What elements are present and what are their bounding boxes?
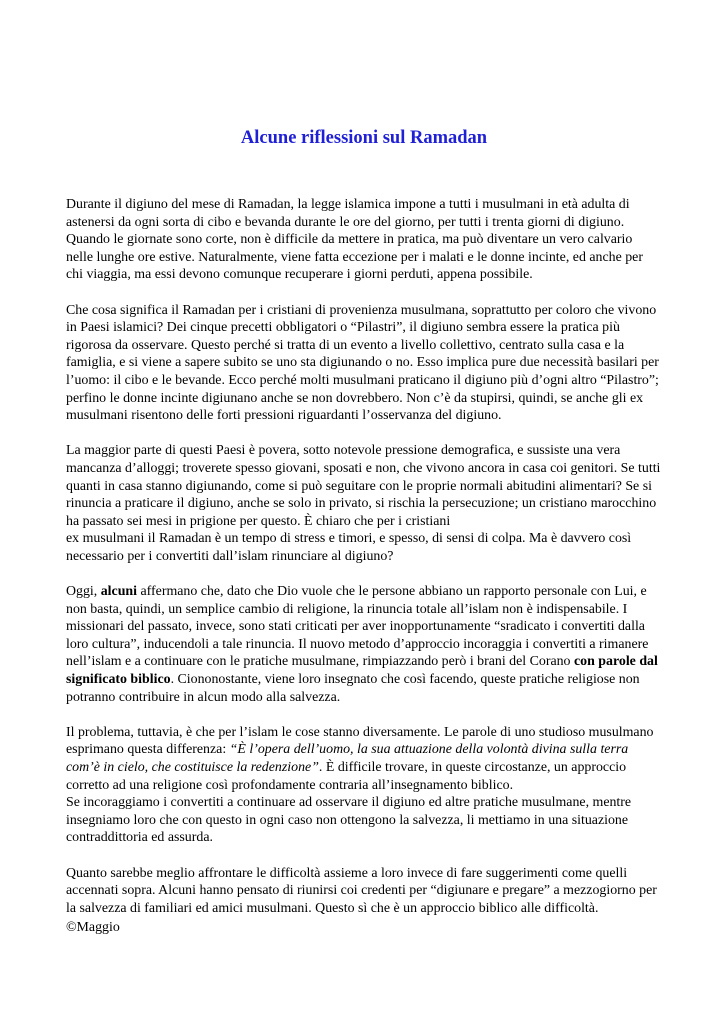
paragraph-3a: La maggior parte di questi Paesi è povera, sotto notevole pressione demografica, e sussiste una vera mancanza d’alloggi; troverete spesso giovani, sposati e non, che vivono ancora in casa coi genitori. Se tutti quanti in casa stanno digiunando, come si può seguitare con le proprie normali abitudini alimentari? Se si rinuncia a praticare il digiuno, anche se solo in privato, si rischia la persecuzione; un cristiano marocchino ha passato sei mesi in prigione per questo. È chiaro che per i cristiani [66, 443, 661, 529]
paragraph-3b: ex musulmani il Ramadan è un tempo di stress e timori, e spesso, di sensi di colpa. Ma è davvero così necessario per i convertiti dall’islam rinunciare al digiuno? [66, 531, 632, 564]
p5-text-2: . È difficile trovare, in queste circostanze, un approccio corretto ad una religione così profondamente contraria all’insegnamento biblico. [66, 760, 627, 793]
p5-quote: “È l’opera dell’uomo, la sua attuazione della volontà divina sulla terra com’è in cielo, che costituisce la redenzione” [66, 742, 629, 775]
document-page [66, 0, 662, 1024]
paragraph-2: Che cosa significa il Ramadan per i cristiani di provenienza musulmana, soprattutto per coloro che vivono in Paesi islamici? Dei cinque precetti obbligatori o “Pilastri”, il digiuno sembra essere la pratica più rigorosa da osservare. Questo perché si tratta di un evento a livello collettivo, centrato sulla casa e la famiglia, e si viene a sapere subito se uno sta digiunando o no. Esso implica pure due necessità basilari per l’uomo: il cibo e le bevande. Ecco perché molti musulmani praticano il digiuno più d’ogni altro “Pilastro”; perfino le donne incinte digiunano anche se non dovrebbero. Non c’è da stupirsi, quindi, se anche gli ex musulmani risentono delle forti pressioni riguardanti l’osservanza del digiuno. [66, 302, 659, 424]
p5-text-1: Il problema, tuttavia, è che per l’islam le cose stanno diversamente. Le parole di uno studioso musulmano esprimano questa differenza: [66, 724, 654, 758]
paragraph-1: Durante il digiuno del mese di Ramadan, la legge islamica impone a tutti i musulmani in età adulta di astenersi da ogni sorta di cibo e bevanda durante le ore del giorno, per tutti i trenta giorni di digiuno. Quando le giornate sono corte, non è difficile da mettere in pratica, ma può diventare un vero calvario nelle lunghe ore estive. Naturalmente, viene fatta eccezione per i malati e le donne incinte, ed anche per chi viaggia, ma essi devono comunque recuperare i giorni perduti, appena possibile. [66, 197, 643, 283]
document-body [66, 196, 662, 935]
copyright-footer: ©Maggio [66, 920, 120, 935]
p4-text-1: Oggi, [66, 584, 101, 600]
p4-bold-significato: con parole dal significato biblico [66, 654, 658, 688]
paragraph-5 [66, 724, 662, 794]
document-title: Alcune riflessioni sul Ramadan [240, 128, 488, 148]
paragraph-4 [66, 583, 662, 706]
p4-bold-alcuni: alcuni [100, 584, 138, 600]
paragraph-6: Quanto sarebbe meglio affrontare le difficoltà assieme a loro invece di fare suggerimenti come quelli accennati sopra. Alcuni hanno pensato di riunirsi coi credenti per “digiunare e pregare” a mezzogiorno per la salvezza di familiari ed amici musulmani. Questo sì che è un approccio biblico alle difficoltà. [66, 865, 657, 916]
p4-text-3: . Ciononostante, viene loro insegnato che così facendo, queste pratiche religiose non potranno contribuire in alcun modo alla salvezza. [66, 672, 640, 705]
p4-text-2: affermano che, dato che Dio vuole che le persone abbiano un rapporto personale con Lui, e non basta, quindi, un semplice cambio di religione, la rinuncia totale all’islam non è indispensabile. I missionari del passato, invece, sono stati criticati per aver inopportunamente “sradicato i convertiti dalla loro cultura”, inducendoli a tale rinuncia. Il nuovo metodo d’approccio incoraggia i convertiti a rimanere nell’islam e a continuare con le pratiche musulmane, rimpiazzando però i brani del Corano [66, 584, 649, 670]
paragraph-5b: Se incoraggiamo i convertiti a continuare ad osservare il digiuno ed altre pratiche musulmane, mentre insegniamo loro che con questo in ogni caso non ottengono la salvezza, li mettiamo in una situazione contraddittoria ed assurda. [66, 795, 632, 846]
